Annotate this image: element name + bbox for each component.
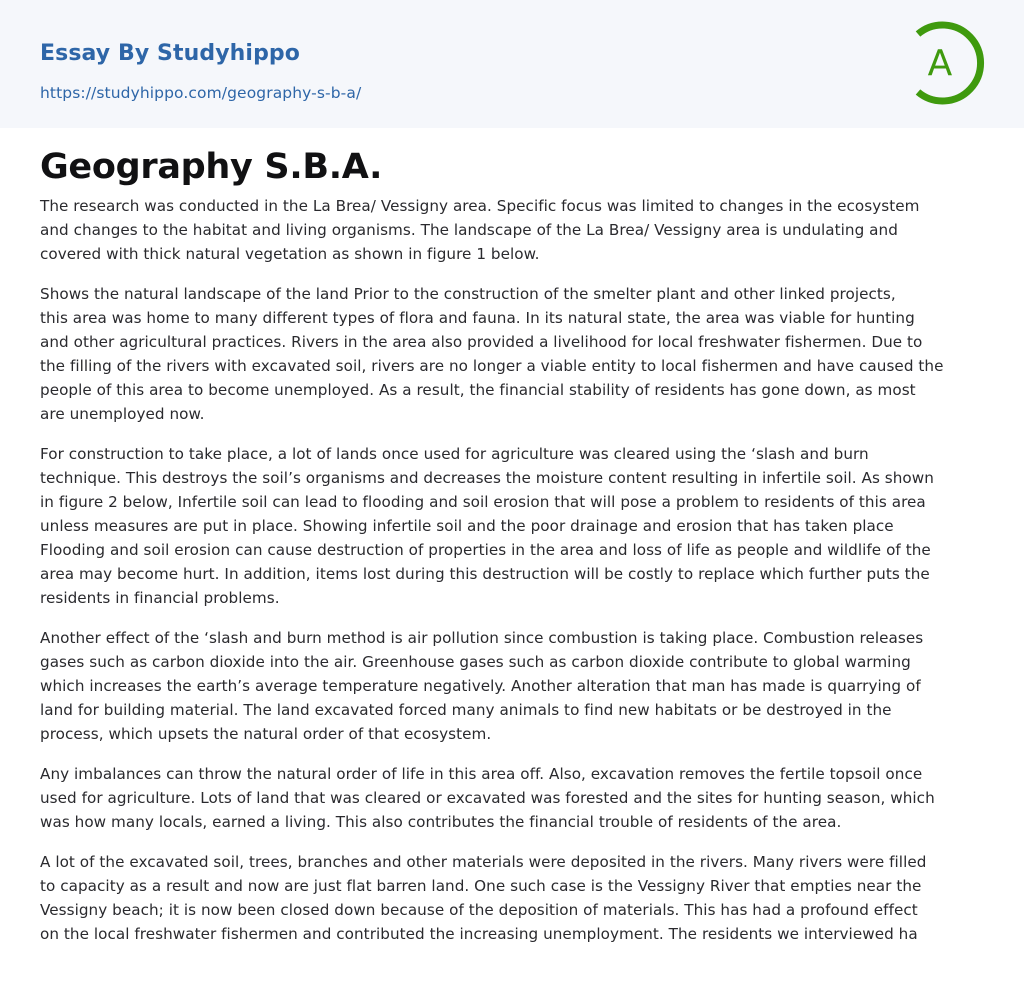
paragraph-line: Another effect of the ‘slash and burn method is air pollution since combustion is taking place. Combustion releases [40, 629, 924, 647]
paragraph-line: this area was home to many different types of flora and fauna. In its natural state, the area was viable for hunting [40, 309, 915, 327]
paragraph-line: and other agricultural practices. Rivers in the area also provided a livelihood for local freshwater fishermen. Due to [40, 333, 923, 351]
paragraph-line: area may become hurt. In addition, items lost during this destruction will be costly to replace which further puts the [40, 565, 930, 583]
paragraph-line: land for building material. The land excavated forced many animals to find new habitats or be destroyed in the [40, 701, 892, 719]
paragraph-line: covered with thick natural vegetation as shown in figure 1 below. [40, 245, 540, 263]
paragraph-line: Any imbalances can throw the natural order of life in this area off. Also, excavation removes the fertile topsoil once [40, 765, 923, 783]
paragraph-line: residents in financial problems. [40, 589, 280, 607]
paragraph-line: A lot of the excavated soil, trees, branches and other materials were deposited in the rivers. Many rivers were filled [40, 853, 927, 871]
paragraph-line: which increases the earth’s average temperature negatively. Another alteration that man has made is quarrying of [40, 677, 921, 695]
studyhippo-logo-icon[interactable] [912, 19, 986, 105]
article-paragraph [40, 626, 990, 746]
paragraph-line: gases such as carbon dioxide into the air. Greenhouse gases such as carbon dioxide contribute to global warming [40, 653, 911, 671]
paragraph-line: people of this area to become unemployed. As a result, the financial stability of residents has gone down, as most [40, 381, 916, 399]
paragraph-line: For construction to take place, a lot of lands once used for agriculture was cleared using the ‘slash and burn [40, 445, 869, 463]
paragraph-line: in figure 2 below, Infertile soil can lead to flooding and soil erosion that will pose a problem to residents of this area [40, 493, 926, 511]
paragraph-line: technique. This destroys the soil’s organisms and decreases the moisture content resulting in infertile soil. As shown [40, 469, 934, 487]
article-title: Geography S.B.A. [40, 147, 383, 187]
paragraph-line: Shows the natural landscape of the land Prior to the construction of the smelter plant and other linked projects, [40, 285, 896, 303]
paragraph-line: The research was conducted in the La Brea/ Vessigny area. Specific focus was limited to changes in the ecosystem [40, 197, 920, 215]
paragraph-line: the filling of the rivers with excavated soil, rivers are no longer a viable entity to local fishermen and have caused the [40, 357, 944, 375]
paragraph-line: used for agriculture. Lots of land that was cleared or excavated was forested and the sites for hunting season, which [40, 789, 935, 807]
article [40, 140, 990, 962]
paragraph-line: was how many locals, earned a living. This also contributes the financial trouble of residents of the area. [40, 813, 842, 831]
article-paragraph [40, 194, 990, 266]
article-paragraph [40, 442, 990, 610]
article-paragraph [40, 282, 990, 426]
paragraph-line: to capacity as a result and now are just flat barren land. One such case is the Vessigny River that empties near the [40, 877, 922, 895]
paragraph-line: process, which upsets the natural order of that ecosystem. [40, 725, 492, 743]
brand-title: Essay By Studyhippo [40, 41, 300, 66]
paragraph-line: unless measures are put in place. Showing infertile soil and the poor drainage and erosion that has taken place [40, 517, 894, 535]
essay-url-link[interactable]: https://studyhippo.com/geography-s-b-a/ [40, 84, 362, 102]
paragraph-line: on the local freshwater fishermen and contributed the increasing unemployment. The residents we interviewed ha [40, 925, 918, 943]
site-header [0, 0, 1024, 128]
article-paragraph [40, 762, 990, 834]
paragraph-line: are unemployed now. [40, 405, 205, 423]
logo-letter: A [927, 43, 953, 84]
paragraph-line: Flooding and soil erosion can cause destruction of properties in the area and loss of life as people and wildlife of the [40, 541, 931, 559]
article-body [40, 194, 990, 946]
paragraph-line: Vessigny beach; it is now been closed down because of the deposition of materials. This has had a profound effect [40, 901, 918, 919]
article-paragraph [40, 850, 990, 946]
paragraph-line: and changes to the habitat and living organisms. The landscape of the La Brea/ Vessigny area is undulating and [40, 221, 898, 239]
